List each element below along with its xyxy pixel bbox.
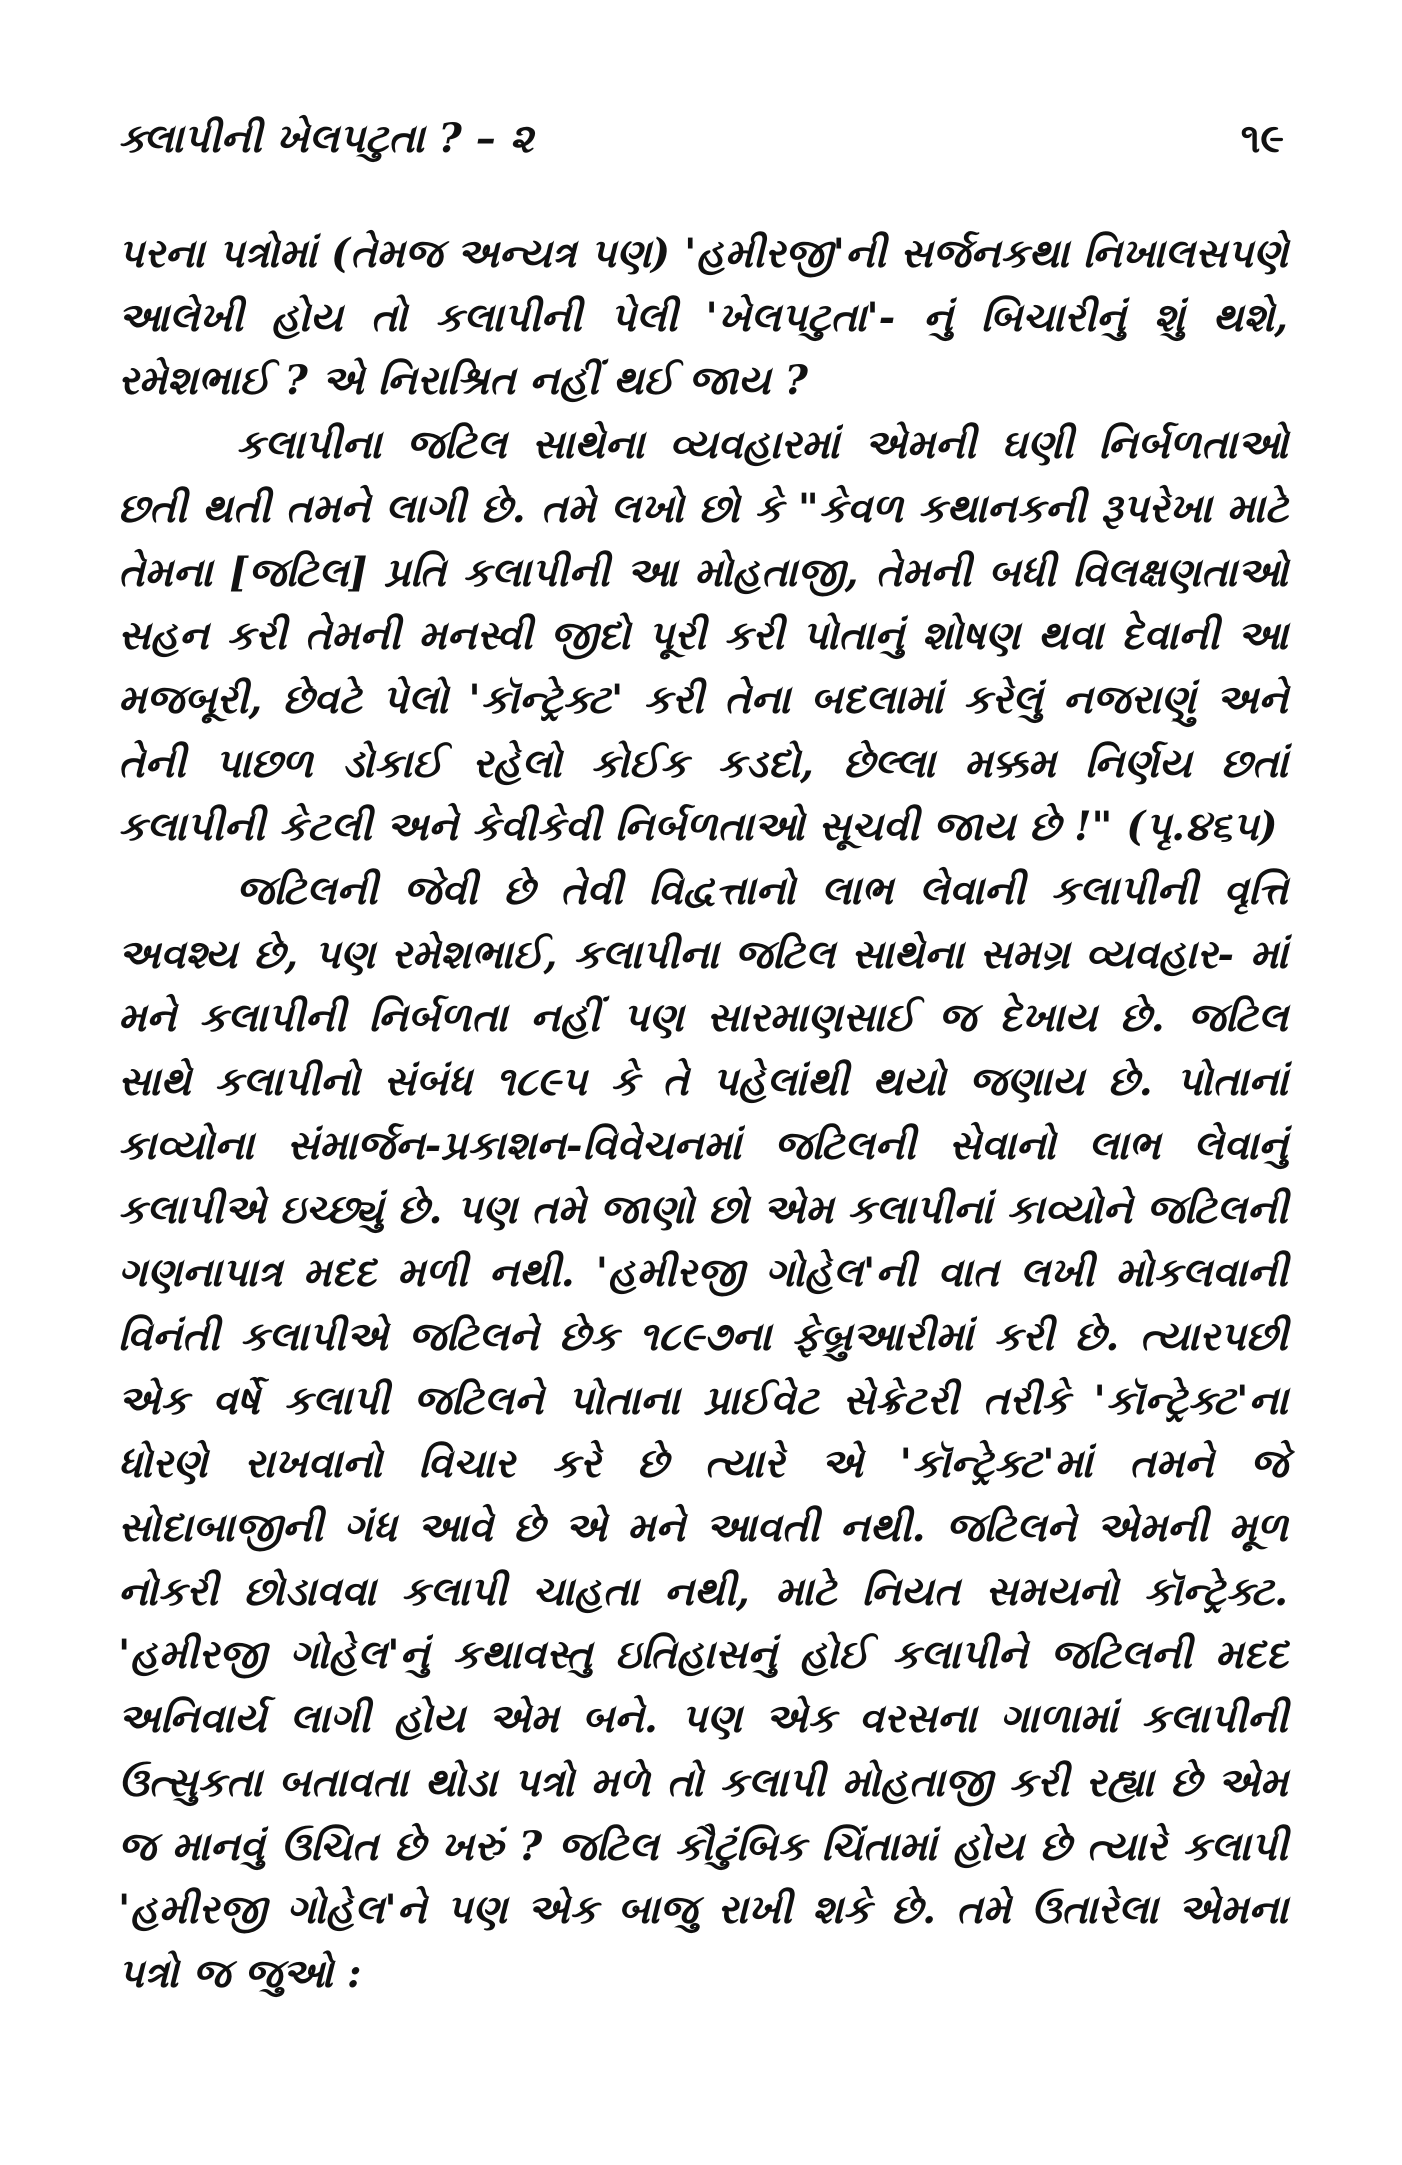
paragraph-2: કલાપીના જટિલ સાથેના વ્યવહારમાં એમની ઘણી નિર્બળતાઓ છતી થતી તમને લાગી છે. તમે લખો છો કે "કેવળ કથાનકની રૂપરેખા માટે તેમના [જટિલ] પ્રતિ કલાપીની આ મોહતાજી, તેમની બધી વિલક્ષણતાઓ સહન કરી તેમની મનસ્વી જીદો પૂરી કરી પોતાનું શોષણ થવા દેવાની આ મજબૂરી, છેવટે પેલો 'કૉન્ટ્રેક્ટ' કરી તેના બદલામાં કરેલું નજરાણું અને તેની પાછળ ડોકાઈ રહેલો કોઈક કડદો, છેલ્લા મક્કમ નિર્ણય છતાં કલાપીની કેટલી અને કેવીકેવી નિર્બળતાઓ સૂચવી જાય છે !" (પૃ.૪૬૫) bbox=[118, 421, 1288, 851]
page-number: ૧૯ bbox=[1240, 114, 1284, 162]
running-title: ક્લાપીની ખેલપટુતા ? – ૨ bbox=[118, 114, 534, 162]
body-text bbox=[118, 222, 1288, 2006]
paragraph-3: જટિલની જેવી છે તેવી વિદ્વત્તાનો લાભ લેવાની કલાપીની વૃત્તિ અવશ્ય છે, પણ રમેશભાઈ, કલાપીના જટિલ સાથેના સમગ્ર વ્યવહાર- માં મને કલાપીની નિર્બળતા નહીં પણ સારમાણસાઈ જ દેખાય છે. જટિલ સાથે કલાપીનો સંબંધ ૧૮૯૫ કે તે પહેલાંથી થયો જણાય છે. પોતાનાં કાવ્યોના સંમાર્જન-પ્રકાશન-વિવેચનમાં જટિલની સેવાનો લાભ લેવાનું કલાપીએ ઇચ્છ્યું છે. પણ તમે જાણો છો એમ કલાપીનાં કાવ્યોને જટિલની ગણનાપાત્ર મદદ મળી નથી. 'હમીરજી ગોહેલ'ની વાત લખી મોકલવાની વિનંતી કલાપીએ જટિલને છેક ૧૮૯૭ના ફેબ્રુઆરીમાં કરી છે. ત્યારપછી એક વર્ષે કલાપી જટિલને પોતાના પ્રાઈવેટ સેક્રેટરી તરીકે 'કૉન્ટ્રેક્ટ'ના ધોરણે રાખવાનો વિચાર કરે છે ત્યારે એ 'કૉન્ટ્રેક્ટ'માં તમને જે સોદાબાજીની ગંધ આવે છે એ મને આવતી નથી. જટિલને એમની મૂળ નોકરી છોડાવવા કલાપી ચાહતા નથી, માટે નિયત સમયનો કૉન્ટ્રેક્ટ. 'હમીરજી ગોહેલ'નું કથાવસ્તુ ઇતિહાસનું હોઈ કલાપીને જટિલની મદદ અનિવાર્ય લાગી હોય એમ બને. પણ એક વરસના ગાળામાં કલાપીની ઉત્સુકતા બતાવતા થોડા પત્રો મળે તો કલાપી મોહતાજી કરી રહ્યા છે એમ જ માનવું ઉચિત છે ખરું ? જટિલ કૌટુંબિક ચિંતામાં હોય છે ત્યારે કલાપી 'હમીરજી ગોહેલ'ને પણ એક બાજુ રાખી શકે છે. તમે ઉતારેલા એમના પત્રો જ જુઓ : bbox=[118, 867, 1288, 1997]
paragraph-1: પરના પત્રોમાં (તેમજ અન્યત્ર પણ) 'હમીરજી'ની સર્જનકથા નિખાલસપણે આલેખી હોય તો કલાપીની પેલી 'ખેલપટુતા'- નું બિચારીનું શું થશે, રમેશભાઈ ? એ નિરાશ્રિત નહીં થઈ જાય ? bbox=[118, 230, 1288, 405]
page-header bbox=[118, 108, 1284, 168]
